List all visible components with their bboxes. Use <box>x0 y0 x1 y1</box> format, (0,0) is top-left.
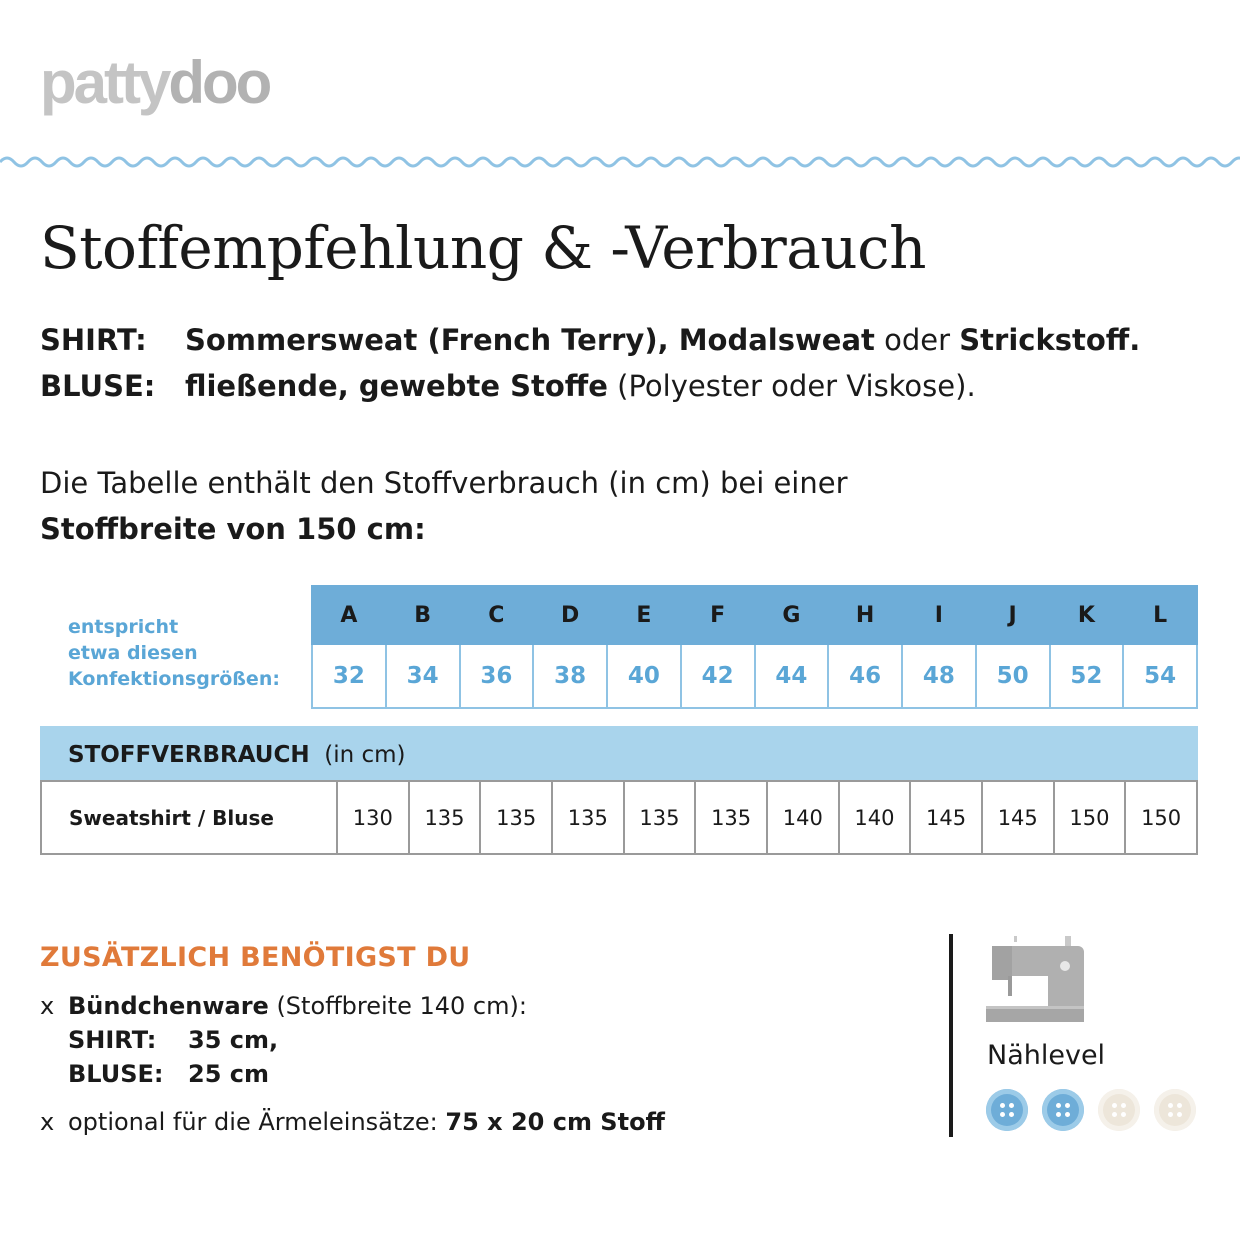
extra-blouse-value: 25 cm <box>188 1060 269 1088</box>
extra-blouse-line <box>68 1057 269 1091</box>
blouse-label: BLUSE: <box>40 369 156 403</box>
usage-title <box>68 740 406 770</box>
usage-unit: (in cm) <box>324 742 406 768</box>
size-note-line-2: etwa diesen <box>68 642 198 664</box>
size-number: 34 <box>386 644 460 708</box>
wave-divider <box>0 142 1240 182</box>
extra-item-2 <box>40 1105 665 1139</box>
shirt-fabric-line <box>40 318 1140 362</box>
size-note <box>68 614 280 692</box>
size-note-line-3: Konfektionsgrößen: <box>68 668 280 690</box>
size-table <box>311 585 1198 709</box>
logo-text-doo: doo <box>168 49 270 116</box>
size-letter: E <box>607 586 681 644</box>
size-number: 32 <box>312 644 386 708</box>
size-number: 50 <box>976 644 1050 708</box>
size-letter: J <box>976 586 1050 644</box>
size-note-line-1: entspricht <box>68 616 179 638</box>
blouse-fabric-primary: fließende, gewebte Stoffe <box>185 369 608 403</box>
table-intro <box>40 460 848 552</box>
usage-value: 145 <box>982 781 1054 854</box>
size-letter: I <box>902 586 976 644</box>
usage-value: 135 <box>552 781 624 854</box>
shirt-fabric-secondary: Strickstoff. <box>959 323 1141 357</box>
table-row <box>41 781 1197 854</box>
size-number: 54 <box>1123 644 1197 708</box>
usage-value: 140 <box>767 781 839 854</box>
extra-blouse-label: BLUSE: <box>68 1060 164 1088</box>
level-button-filled-icon <box>986 1089 1028 1131</box>
size-number: 44 <box>755 644 829 708</box>
usage-value: 135 <box>695 781 767 854</box>
skill-level-label: Nählevel <box>987 1040 1106 1071</box>
level-button-filled-icon <box>1042 1089 1084 1131</box>
blouse-fabric-note: (Polyester oder Viskose). <box>607 369 976 403</box>
vertical-divider <box>949 934 953 1137</box>
bullet-x: x <box>40 1108 55 1136</box>
size-number: 52 <box>1050 644 1124 708</box>
usage-row-label: Sweatshirt / Bluse <box>41 781 337 854</box>
usage-value: 135 <box>624 781 696 854</box>
extra-item-1-rest: (Stoffbreite 140 cm): <box>268 992 527 1020</box>
usage-title-text: STOFFVERBRAUCH <box>68 742 310 768</box>
extra-item-2-bold: 75 x 20 cm Stoff <box>445 1108 665 1136</box>
shirt-fabric-primary: Sommersweat (French Terry), Modalsweat <box>185 323 875 357</box>
usage-value: 130 <box>337 781 409 854</box>
size-number: 42 <box>681 644 755 708</box>
size-number: 40 <box>607 644 681 708</box>
size-letter: B <box>386 586 460 644</box>
page-title: Stoffempfehlung & -Verbrauch <box>40 214 926 282</box>
size-letter: C <box>460 586 534 644</box>
usage-value: 145 <box>910 781 982 854</box>
usage-value: 150 <box>1054 781 1126 854</box>
blouse-fabric-line <box>40 364 976 408</box>
bullet-x: x <box>40 992 55 1020</box>
logo <box>40 48 269 118</box>
size-letter: D <box>533 586 607 644</box>
size-number-row <box>312 644 1197 708</box>
sewing-machine-icon <box>986 934 1086 1024</box>
size-number: 46 <box>828 644 902 708</box>
usage-value: 135 <box>409 781 481 854</box>
extra-shirt-label: SHIRT: <box>68 1026 157 1054</box>
size-letter: H <box>828 586 902 644</box>
level-button-empty-icon <box>1098 1089 1140 1131</box>
shirt-label: SHIRT: <box>40 323 147 357</box>
usage-table <box>40 780 1198 855</box>
logo-text-patty: patty <box>40 49 169 116</box>
usage-value: 135 <box>480 781 552 854</box>
size-letter: L <box>1123 586 1197 644</box>
size-number: 38 <box>533 644 607 708</box>
usage-value: 150 <box>1125 781 1197 854</box>
size-letter: G <box>755 586 829 644</box>
extra-title: ZUSÄTZLICH BENÖTIGST DU <box>40 942 471 973</box>
extra-item-1 <box>40 989 527 1023</box>
usage-value: 140 <box>839 781 911 854</box>
size-letter: A <box>312 586 386 644</box>
size-number: 48 <box>902 644 976 708</box>
intro-line-2: Stoffbreite von 150 cm: <box>40 512 426 546</box>
size-letter: F <box>681 586 755 644</box>
extra-item-2-text: optional für die Ärmeleinsätze: <box>68 1108 446 1136</box>
size-number: 36 <box>460 644 534 708</box>
extra-shirt-line <box>68 1023 278 1057</box>
size-letter-row <box>312 586 1197 644</box>
extra-shirt-value: 35 cm, <box>188 1026 279 1054</box>
intro-line-1: Die Tabelle enthält den Stoffverbrauch (in cm) bei einer <box>40 466 848 500</box>
level-button-empty-icon <box>1154 1089 1196 1131</box>
size-letter: K <box>1050 586 1124 644</box>
shirt-fabric-connector: oder <box>874 323 960 357</box>
extra-item-1-bold: Bündchenware <box>68 992 269 1020</box>
